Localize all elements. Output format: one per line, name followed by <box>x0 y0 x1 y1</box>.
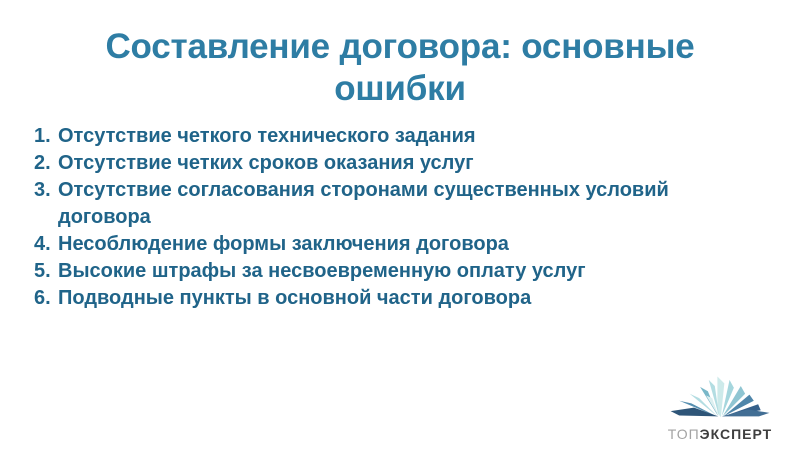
list-item-text: Несоблюдение формы заключения договора <box>58 233 509 255</box>
error-list <box>0 123 744 312</box>
list-item-number: 4. <box>34 233 51 255</box>
list-item-text: Высокие штрафы за несвоевременную оплату услуг <box>58 260 586 282</box>
list-item-number: 5. <box>34 260 51 282</box>
list-item-text: Отсутствие согласования сторонами существенных условий договора <box>58 179 669 228</box>
list-item-number: 2. <box>34 152 51 174</box>
list-item-number: 6. <box>34 287 51 309</box>
logo-text-top: ТОП <box>667 426 700 442</box>
logo-text-expert: ЭКСПЕРТ <box>699 426 773 442</box>
list-item <box>0 231 744 258</box>
list-item-text: Подводные пункты в основной части договора <box>58 287 532 309</box>
list-item <box>0 177 744 231</box>
crystal-fan-icon <box>668 373 772 425</box>
list-item <box>0 285 744 312</box>
list-item-text: Отсутствие четких сроков оказания услуг <box>58 152 474 174</box>
list-item-text: Отсутствие четкого технического задания <box>58 125 476 147</box>
list-item-number: 1. <box>34 125 51 147</box>
topexpert-logo <box>644 373 796 442</box>
list-item-number: 3. <box>34 179 51 201</box>
list-item <box>0 123 744 150</box>
logo-wordmark <box>644 426 796 442</box>
list-item <box>0 258 744 285</box>
slide-title: Составление договора: основные ошибки <box>105 27 695 108</box>
list-item <box>0 150 744 177</box>
